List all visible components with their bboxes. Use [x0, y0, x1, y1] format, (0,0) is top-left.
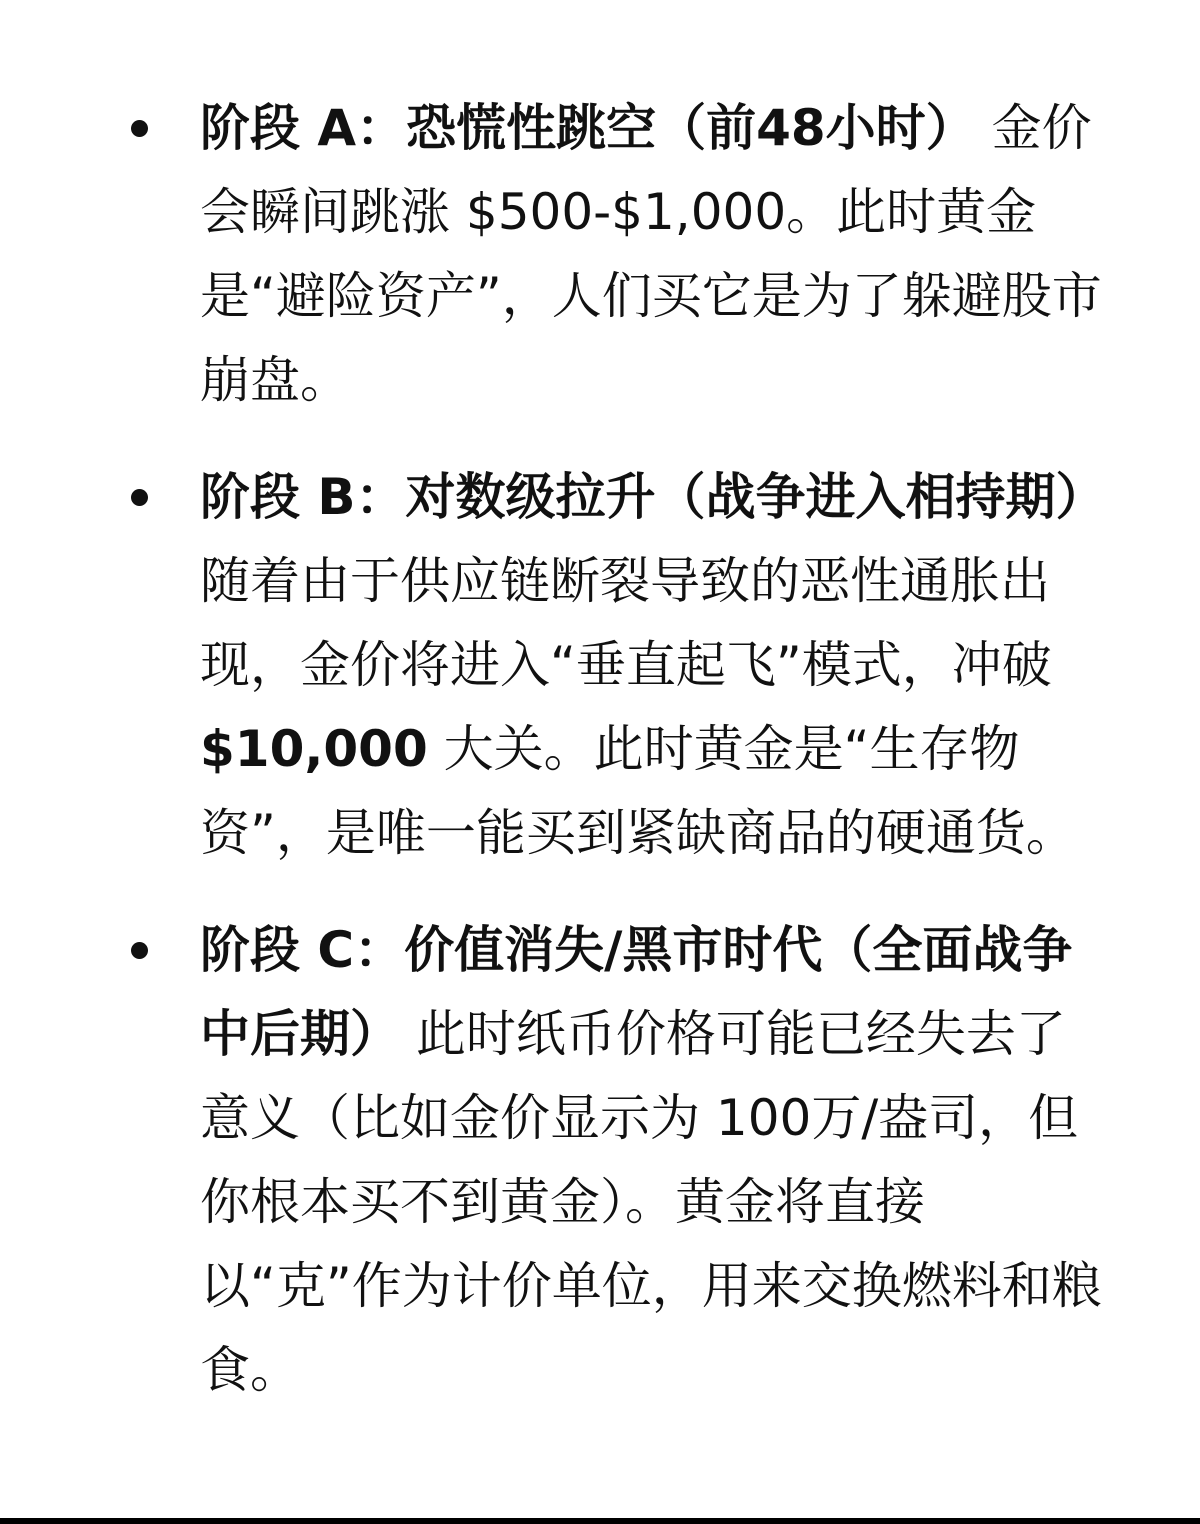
list-item-phase-b [0, 455, 1110, 875]
phase-list [0, 86, 1200, 1412]
phase-description-continued: 大关。此时黄金是“生存物资”，是唯一能买到紧缺商品的硬通货。 [200, 720, 1076, 862]
phase-description: 金价会瞬间跳涨 $500-$1,000。此时黄金是“避险资产”，人们买它是为了躲避股市崩盘。 [200, 99, 1102, 409]
phase-description: 随着由于供应链断裂导致的恶性通胀出现，金价将进入“垂直起飞”模式，冲破 [200, 552, 1052, 694]
price-highlight: $10,000 [200, 720, 428, 778]
phase-description: 此时纸币价格可能已经失去了意义（比如金价显示为 100万/盎司，但你根本买不到黄金）。黄金将直接以“克”作为计价单位，用来交换燃料和粮食。 [200, 1005, 1102, 1399]
phase-title: 阶段 C：价值消失/黑市时代（全面战争中后期） [200, 921, 1073, 1063]
phase-title: 阶段 B：对数级拉升（战争进入相持期） [200, 468, 1106, 526]
bullet-dot-icon [131, 489, 148, 506]
phase-title: 阶段 A：恐慌性跳空（前48小时） [200, 99, 976, 157]
list-item-phase-a [0, 86, 1110, 422]
document-body [0, 86, 1200, 1445]
bullet-dot-icon [131, 120, 148, 137]
list-item-phase-c [0, 908, 1110, 1412]
bottom-divider [0, 1518, 1200, 1524]
bullet-dot-icon [131, 942, 148, 959]
